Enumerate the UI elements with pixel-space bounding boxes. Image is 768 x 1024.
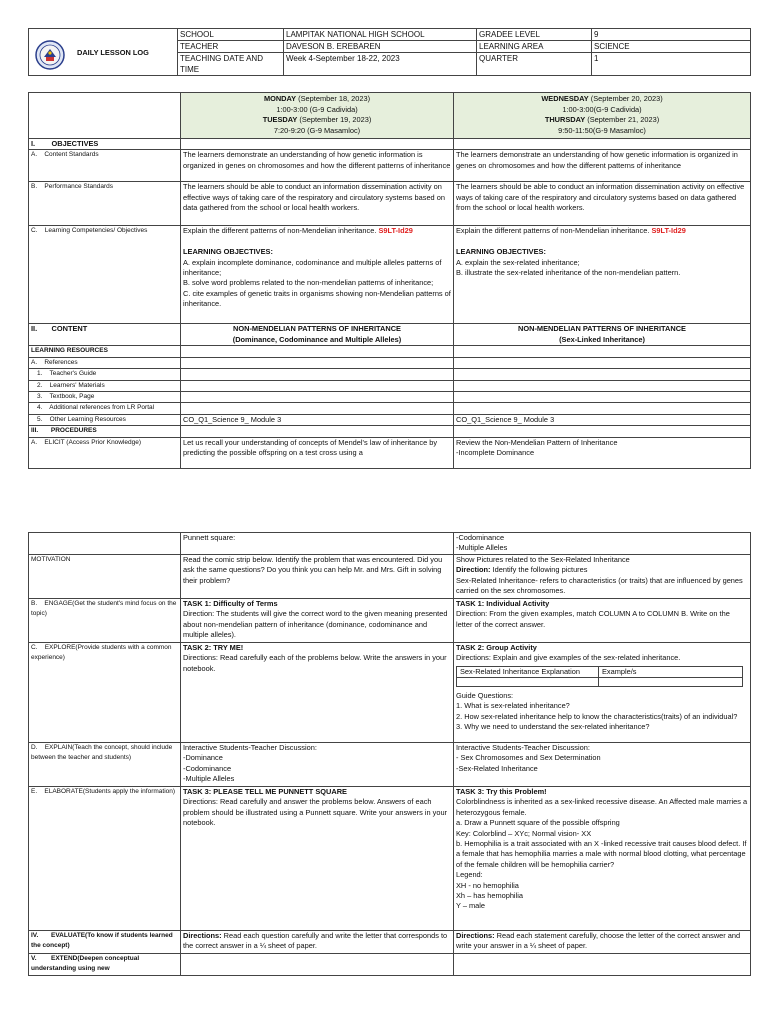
school-label: SCHOOL bbox=[178, 29, 284, 41]
motivation-right: Show Pictures related to the Sex-Related Inheritance Direction: Identify the following pictures Sex-Related Inheritance- refers to characteristics (or traits) that are influenced by genes carried on the sex chromosomes. bbox=[454, 555, 751, 599]
competencies-right: Explain the different patterns of non-Mendelian inheritance. S9LT-Id29 LEARNING OBJECTIVES: A. explain the sex-related inheritance; B. illustrate the sex-related inheritance of the non-mendelian pattern. bbox=[454, 226, 751, 324]
school-value: LAMPITAK NATIONAL HIGH SCHOOL bbox=[284, 29, 477, 41]
objectives-heading: I. OBJECTIVES bbox=[29, 139, 181, 150]
performance-standards-label: B. Performance Standards bbox=[29, 182, 181, 226]
grade-value: 9 bbox=[592, 29, 751, 41]
explore-right: TASK 2: Group Activity Directions: Explain and give examples of the sex-related inheritance. Sex-Related Inheritance Explanation Example/s Guide Questions: 1. What is sex-related inheritance? 2. How sex-related inheritance help to know the characteristics(traits) of an individual? 3. Why we need to understand the sex-related inheritance? bbox=[454, 643, 751, 743]
grade-label: GRADEE LEVEL bbox=[477, 29, 592, 41]
evaluate-right: Directions: Read each statement carefully, choose the letter of the correct answer and write your answer in a ¼ sheet of paper. bbox=[454, 931, 751, 954]
continued-left: Punnett square: bbox=[181, 533, 454, 555]
evaluate-label: IV. EVALUATE(To know if students learned the concept) bbox=[29, 931, 181, 954]
elaborate-label: E. ELABORATE(Students apply the information) bbox=[29, 787, 181, 931]
references-label: A. References bbox=[29, 357, 181, 368]
explain-left: Interactive Students-Teacher Discussion: -Dominance -Codominance -Multiple Alleles bbox=[181, 743, 454, 787]
lesson-table-page2 bbox=[28, 532, 751, 976]
elaborate-left: TASK 3: PLEASE TELL ME PUNNETT SQUARE Directions: Read carefully and answer the problems below. Answers of each problem should be illustrated using a Punnett square. Write your answers in your notebook. bbox=[181, 787, 454, 931]
elicit-left: Let us recall your understanding of concepts of Mendel's law of inheritance by predicting the possible offspring on a test cross using a bbox=[181, 437, 454, 468]
teacher-value: DAVESON B. EREBAREN bbox=[284, 41, 477, 53]
teachers-guide-label: 1. Teacher's Guide bbox=[29, 369, 181, 380]
other-resources-label: 5. Other Learning Resources bbox=[29, 414, 181, 425]
performance-standards-left: The learners should be able to conduct an information dissemination activity on effective ways of taking care of the respiratory and circulatory systems based on data gathered from the school or local health workers. bbox=[181, 182, 454, 226]
competency-code: S9LT-Id29 bbox=[651, 226, 686, 236]
textbook-label: 3. Textbook, Page bbox=[29, 392, 181, 403]
competency-code: S9LT-Id29 bbox=[378, 226, 413, 236]
engage-label: B. ENGAGE(Get the student's mind focus on the topic) bbox=[29, 599, 181, 643]
day-header-left: MONDAY (September 18, 2023) 1:00-3:00 (G-9 Cadivida) TUESDAY (September 19, 2023) 7:20-9:20 (G-9 Masamloc) bbox=[181, 93, 454, 139]
continued-right: -Codominance -Multiple Alleles bbox=[454, 533, 751, 555]
evaluate-left: Directions: Read each question carefully and write the letter that corresponds to the correct answer in a ¼ sheet of paper. bbox=[181, 931, 454, 954]
competencies-left: Explain the different patterns of non-Mendelian inheritance. S9LT-Id29 LEARNING OBJECTIVES: A. explain incomplete dominance, codominance and multiple alleles patterns of inheritance; B. solve word problems related to the non-mendelian patterns of inheritance; C. cite examples of genetic traits in organisms showing non-Mendelian patterns of inheritance. bbox=[181, 226, 454, 324]
performance-standards-right: The learners should be able to conduct an information dissemination activity on effective ways of taking care of the respiratory and circulatory systems based on data gathered from the school or local health workers. bbox=[454, 182, 751, 226]
quarter-value: 1 bbox=[592, 53, 751, 76]
explanation-table bbox=[456, 666, 743, 687]
competencies-label: C. Learning Competencies/ Objectives bbox=[29, 226, 181, 324]
elicit-label: A. ELICIT (Access Prior Knowledge) bbox=[29, 437, 181, 468]
content-standards-label: A. Content Standards bbox=[29, 150, 181, 182]
procedures-heading: III. PROCEDURES bbox=[29, 426, 181, 437]
elicit-right: Review the Non-Mendelian Pattern of Inheritance -Incomplete Dominance bbox=[454, 437, 751, 468]
deped-seal-icon bbox=[35, 40, 65, 70]
document-title: DAILY LESSON LOG bbox=[77, 47, 149, 57]
content-left: NON-MENDELIAN PATTERNS OF INHERITANCE (Dominance, Codominance and Multiple Alleles) bbox=[181, 324, 454, 346]
area-label: LEARNING AREA bbox=[477, 41, 592, 53]
motivation-label: MOTIVATION bbox=[29, 555, 181, 599]
motivation-left: Read the comic strip below. Identify the problem that was encountered. Did you ask the same questions? Do you think you can help Mr. and Mrs. Gift in solving their problem? bbox=[181, 555, 454, 599]
corner-cell bbox=[29, 93, 181, 139]
content-heading: II. CONTENT bbox=[29, 324, 181, 346]
content-right: NON-MENDELIAN PATTERNS OF INHERITANCE (Sex-Linked Inheritance) bbox=[454, 324, 751, 346]
teacher-label: TEACHER bbox=[178, 41, 284, 53]
additional-refs-label: 4. Additional references from LR Portal bbox=[29, 403, 181, 414]
explanation-col-header: Sex-Related Inheritance Explanation bbox=[457, 666, 599, 677]
learners-materials-label: 2. Learners' Materials bbox=[29, 380, 181, 391]
content-standards-right: The learners demonstrate an understanding of how genetic information is organized in genes on chromosomes and how the different patterns of inheritance bbox=[454, 150, 751, 182]
content-standards-left: The learners demonstrate an understanding of how genetic information is organized in genes on chromosomes and how the different patterns of inheritance bbox=[181, 150, 454, 182]
area-value: SCIENCE bbox=[592, 41, 751, 53]
examples-col-header: Example/s bbox=[599, 666, 743, 677]
explore-label: C. EXPLORE(Provide students with a common experience) bbox=[29, 643, 181, 743]
header-logo-cell bbox=[29, 29, 178, 76]
module-right: CO_Q1_Science 9_ Module 3 bbox=[454, 414, 751, 425]
engage-left: TASK 1: Difficulty of Terms Direction: The students will give the correct word to the given meaning presented about non-mendelian pattern of inheritance (dominance, codominance and multiple alleles). bbox=[181, 599, 454, 643]
explain-label: D. EXPLAIN(Teach the concept, should include between the teacher and students) bbox=[29, 743, 181, 787]
module-left: CO_Q1_Science 9_ Module 3 bbox=[181, 414, 454, 425]
quarter-label: QUARTER bbox=[477, 53, 592, 76]
explain-right: Interactive Students-Teacher Discussion: - Sex Chromosomes and Sex Determination -Sex-Related Inheritance bbox=[454, 743, 751, 787]
engage-right: TASK 1: Individual Activity Direction: From the given examples, match COLUMN A to COLUMN B. Write on the letter of the correct answer. bbox=[454, 599, 751, 643]
elaborate-right: TASK 3: Try this Problem! Colorblindness is inherited as a sex-linked recessive disease. An Affected male marries a heterozygous female. a. Draw a Punnett square of the possible offspring Key: Colorblind – XYc; Normal vision- XX b. Hemophilia is a trait associated with an X -linked recessive trait causes blood defect. If a female that has hemophilia marries a male with normal blood clotting, what percentage of the female children will be hemophilia carrier? Legend: XH - no hemophilia Xh – has hemophilia Y – male bbox=[454, 787, 751, 931]
extend-label: V. EXTEND(Deepen conceptual understanding using new bbox=[29, 954, 181, 976]
date-label: TEACHING DATE AND TIME bbox=[178, 53, 284, 76]
explore-left: TASK 2: TRY ME! Directions: Read carefully each of the problems below. Write the answers in your notebook. bbox=[181, 643, 454, 743]
day-header-right: WEDNESDAY (September 20, 2023) 1:00-3:00(G-9 Cadivida) THURSDAY (September 21, 2023) 9:50-11:50(G-9 Masamloc) bbox=[454, 93, 751, 139]
header-table bbox=[28, 28, 751, 76]
date-value: Week 4-September 18-22, 2023 bbox=[284, 53, 477, 76]
lesson-table-page1 bbox=[28, 92, 751, 469]
resources-heading: LEARNING RESOURCES bbox=[29, 346, 181, 357]
